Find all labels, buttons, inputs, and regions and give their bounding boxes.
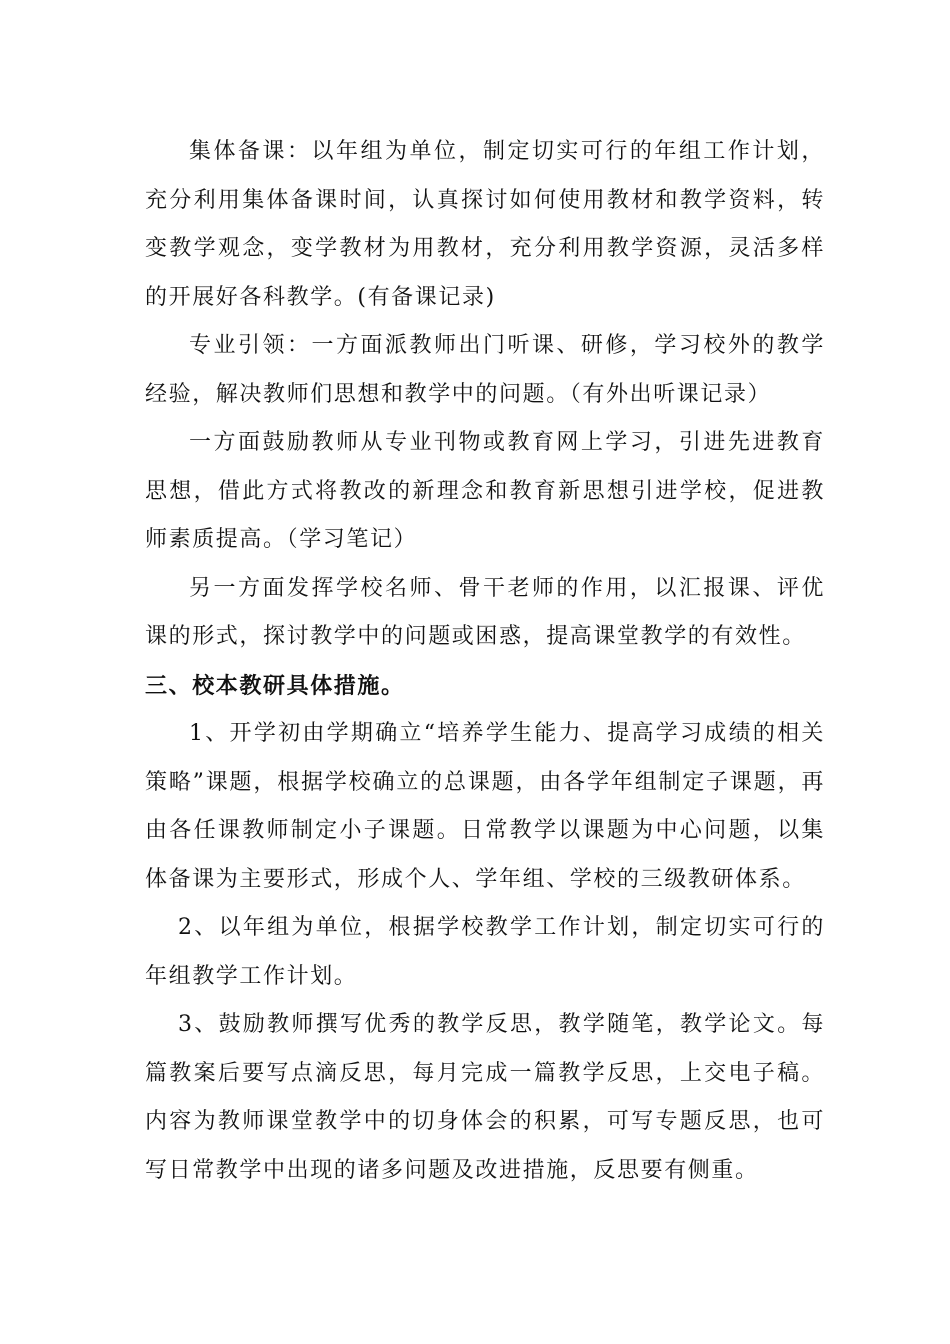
paragraph-collective-lesson-prep: 集体备课：以年组为单位，制定切实可行的年组工作计划，充分利用集体备课时间，认真探讨如何使用教材和教学资料，转变教学观念，变学教材为用教材，充分利用教学资源，灵活多样的开展好各科教学。(有备课记录) [145,139,825,310]
paragraph-key-teachers: 另一方面发挥学校名师、骨干老师的作用，以汇报课、评优课的形式，探讨教学中的问题或困惑，提高课堂教学的有效性。 [145,575,825,649]
document-body [145,128,825,1195]
measure-item-3: 3、鼓励教师撰写优秀的教学反思，教学随笔，教学论文。每篇教案后要写点滴反思，每月完成一篇教学反思，上交电子稿。内容为教师课堂教学中的切身体会的积累，可写专题反思，也可写日常教学中出现的诸多问题及改进措施，反思要有侧重。 [145,1012,825,1183]
measure-item-2: 2、以年组为单位，根据学校教学工作计划，制定切实可行的年组教学工作计划。 [145,915,825,989]
section-heading: 三、校本教研具体措施。 [145,672,405,699]
measure-item-1: 1、开学初由学期确立“培养学生能力、提高学习成绩的相关策略”课题，根据学校确立的总课题，由各学年组制定子课题，再由各任课教师制定小子课题。日常教学以课题为中心问题，以集体备课为主要形式，形成个人、学年组、学校的三级教研体系。 [145,721,825,892]
paragraph-encourage-learning: 一方面鼓励教师从专业刊物或教育网上学习，引进先进教育思想，借此方式将教改的新理念和教育新思想引进学校，促进教师素质提高。（学习笔记） [145,430,825,552]
paragraph-professional-guidance: 专业引领：一方面派教师出门听课、研修，学习校外的教学经验，解决教师们思想和教学中的问题。（有外出听课记录） [145,333,825,407]
